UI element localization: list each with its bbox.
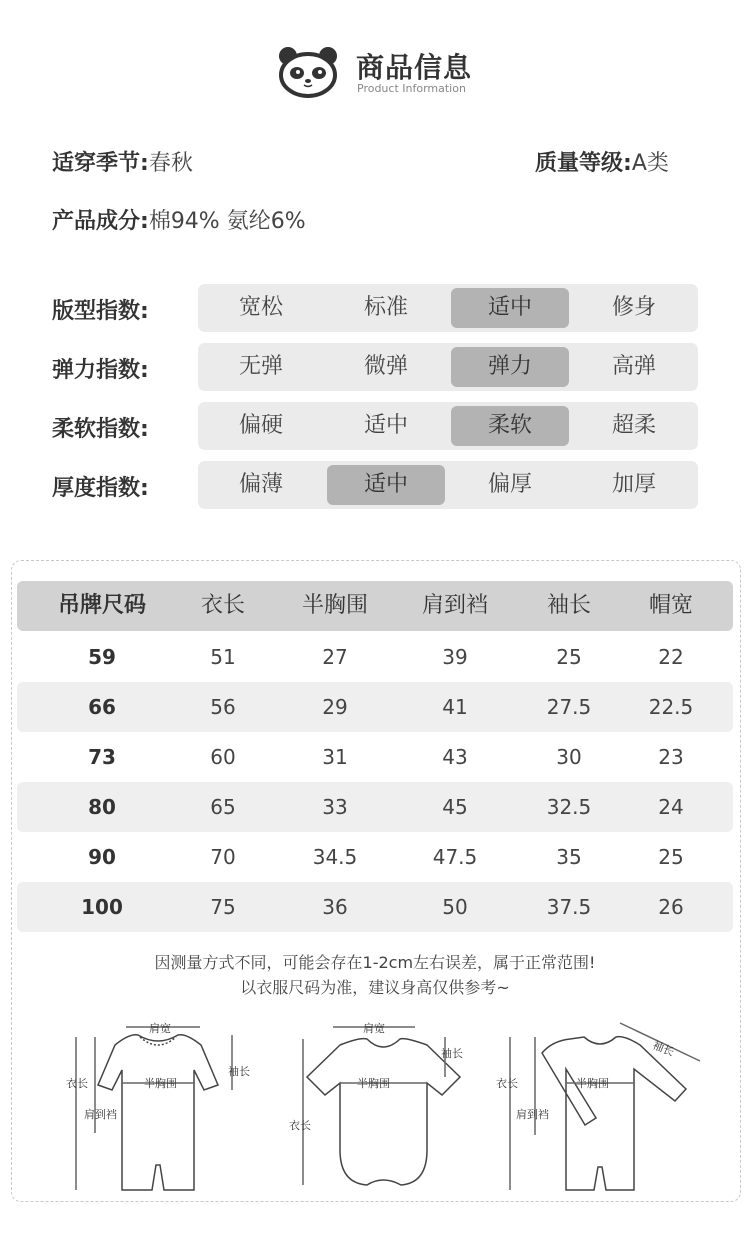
sleeve-cell: 35 (556, 845, 582, 869)
sleeve-cell: 30 (556, 745, 582, 769)
table-row (17, 682, 733, 732)
shoulder-crotch-cell: 45 (442, 795, 468, 819)
index-label: 柔软指数: (52, 417, 149, 442)
header-shoulder-crotch: 肩到裆 (421, 593, 488, 618)
material-value: 棉94% 氨纶6% (148, 209, 306, 234)
shoulder-crotch-cell: 50 (442, 895, 468, 919)
size-cell: 80 (88, 795, 116, 819)
raglan-chest-label: 半胸围 (576, 1077, 609, 1090)
size-cell: 59 (88, 645, 116, 669)
height-note: 以衣服尺码为准，建议身高仅供参考~ (240, 978, 510, 997)
romper-diagram (60, 1015, 260, 1200)
index-option: 高弹 (611, 354, 656, 379)
length-cell: 60 (210, 745, 236, 769)
measurement-note: 因测量方式不同，可能会存在1-2cm左右误差，属于正常范围! (154, 953, 596, 972)
size-table-header (17, 581, 733, 631)
size-cell: 66 (88, 695, 116, 719)
raglan-length-label: 衣长 (496, 1077, 518, 1090)
material-label: 产品成分: (52, 209, 149, 234)
raglan-sleeve-label: 袖长 (650, 1038, 676, 1059)
season-label: 适穿季节: (52, 151, 149, 176)
sleeve-cell: 27.5 (546, 695, 592, 719)
table-row (17, 832, 733, 882)
size-cell: 73 (88, 745, 116, 769)
index-option: 偏薄 (238, 472, 283, 497)
index-option: 加厚 (611, 472, 656, 497)
length-cell: 70 (210, 845, 236, 869)
length-cell: 65 (210, 795, 236, 819)
index-option: 标准 (363, 295, 408, 320)
index-option-bar (198, 461, 698, 509)
hood-width-cell: 25 (658, 845, 684, 869)
table-row (17, 732, 733, 782)
index-label: 弹力指数: (52, 358, 149, 383)
panda-face-icon (276, 44, 340, 98)
page-title: 商品信息 (356, 51, 473, 84)
index-label: 版型指数: (52, 299, 149, 324)
chest-cell: 31 (322, 745, 348, 769)
sleeve-cell: 25 (556, 645, 582, 669)
index-option: 超柔 (611, 413, 656, 438)
grade-info (535, 146, 669, 177)
header-sleeve: 袖长 (546, 593, 591, 618)
header-length: 衣长 (200, 593, 245, 618)
sleeve-cell: 32.5 (546, 795, 592, 819)
index-option-bar (198, 284, 698, 332)
table-row (17, 882, 733, 932)
season-info (52, 146, 193, 177)
index-option: 修身 (611, 295, 656, 320)
length-cell: 51 (210, 645, 236, 669)
shoulder-crotch-cell: 43 (442, 745, 468, 769)
length-cell: 75 (210, 895, 236, 919)
raglan-diagram (490, 1015, 705, 1200)
index-option-bar (198, 402, 698, 450)
index-option: 偏厚 (487, 472, 532, 497)
length-cell: 56 (210, 695, 236, 719)
size-cell: 90 (88, 845, 116, 869)
bodysuit-sleeve-label: 袖长 (441, 1047, 463, 1060)
romper-crotch-label: 肩到裆 (84, 1108, 117, 1121)
shoulder-crotch-cell: 41 (442, 695, 468, 719)
romper-sleeve-label: 袖长 (228, 1065, 250, 1078)
index-option-selected: 弹力 (451, 347, 569, 387)
table-row (17, 782, 733, 832)
hood-width-cell: 22.5 (648, 695, 694, 719)
chest-cell: 34.5 (312, 845, 358, 869)
size-cell: 100 (81, 895, 123, 919)
index-option: 偏硬 (238, 413, 283, 438)
header-hood-width: 帽宽 (648, 593, 693, 618)
shoulder-crotch-cell: 39 (442, 645, 468, 669)
shoulder-crotch-cell: 47.5 (432, 845, 478, 869)
table-row (17, 632, 733, 682)
chest-cell: 27 (322, 645, 348, 669)
season-value: 春秋 (148, 151, 193, 176)
hood-width-cell: 22 (658, 645, 684, 669)
index-option-bar (198, 343, 698, 391)
bodysuit-length-label: 衣长 (289, 1119, 311, 1132)
index-label: 厚度指数: (52, 476, 149, 501)
grade-label: 质量等级: (535, 151, 632, 176)
bodysuit-shoulder-label: 肩宽 (363, 1022, 385, 1035)
index-option: 适中 (363, 413, 408, 438)
index-option: 无弹 (238, 354, 283, 379)
romper-shoulder-label: 肩宽 (149, 1022, 171, 1035)
chest-cell: 36 (322, 895, 348, 919)
chest-cell: 33 (322, 795, 348, 819)
index-option-selected: 适中 (327, 465, 445, 505)
romper-chest-label: 半胸围 (144, 1077, 177, 1090)
hood-width-cell: 23 (658, 745, 684, 769)
grade-value: A类 (631, 151, 669, 176)
material-info (52, 204, 306, 235)
bodysuit-diagram (285, 1015, 485, 1200)
hood-width-cell: 24 (658, 795, 684, 819)
index-option: 宽松 (238, 295, 283, 320)
index-option-selected: 柔软 (451, 406, 569, 446)
sleeve-cell: 37.5 (546, 895, 592, 919)
raglan-crotch-label: 肩到裆 (516, 1108, 549, 1121)
index-option-selected: 适中 (451, 288, 569, 328)
page-subtitle: Product Information (357, 82, 466, 95)
index-option: 微弹 (363, 354, 408, 379)
hood-width-cell: 26 (658, 895, 684, 919)
header-chest: 半胸围 (301, 593, 368, 618)
romper-length-label: 衣长 (66, 1077, 88, 1090)
chest-cell: 29 (322, 695, 348, 719)
bodysuit-chest-label: 半胸围 (357, 1077, 390, 1090)
header-size: 吊牌尺码 (57, 593, 146, 618)
